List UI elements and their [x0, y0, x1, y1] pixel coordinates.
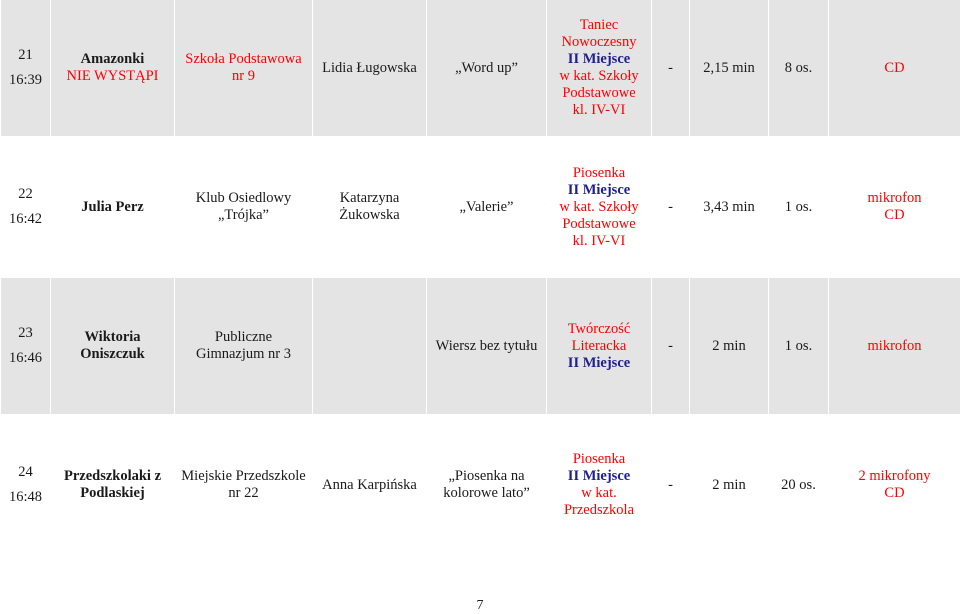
award-place: II Miejsce	[549, 51, 649, 68]
performer-name: Przedszkolaki z Podlaskiej	[53, 468, 172, 502]
title-cell	[427, 0, 547, 136]
page-number: 7	[0, 598, 960, 614]
institution-line: nr 22	[177, 485, 310, 502]
teacher-line: Lidia Ługowska	[315, 60, 424, 77]
dash-cell: -	[652, 278, 690, 414]
title-line: „Word up”	[429, 60, 544, 77]
teacher-cell	[313, 278, 427, 414]
teacher-cell	[313, 0, 427, 136]
award-place: II Miejsce	[549, 355, 649, 372]
teacher-cell	[313, 139, 427, 275]
category-detail-line: w kat. Szkoły	[549, 199, 649, 216]
equipment-line: CD	[831, 207, 958, 224]
teacher-cell	[313, 417, 427, 553]
performer-note: NIE WYSTĄPI	[53, 68, 172, 85]
start-time: 16:48	[3, 489, 48, 506]
category-cell	[547, 0, 652, 136]
category-line: Piosenka	[549, 165, 649, 182]
duration-cell: 2 min	[690, 417, 769, 553]
institution-line: Miejskie Przedszkole	[177, 468, 310, 485]
institution-line: Gimnazjum nr 3	[177, 346, 310, 363]
category-detail-line: Podstawowe	[549, 216, 649, 233]
duration-cell: 3,43 min	[690, 139, 769, 275]
order-number: 21	[3, 47, 48, 64]
performer-cell	[51, 139, 175, 275]
category-cell	[547, 417, 652, 553]
dash-cell: -	[652, 0, 690, 136]
equipment-line: CD	[831, 60, 958, 77]
title-line: kolorowe lato”	[429, 485, 544, 502]
performer-name: Julia Perz	[53, 199, 172, 216]
category-line: Taniec	[549, 17, 649, 34]
equipment-line: mikrofon	[831, 338, 958, 355]
category-detail-line: w kat. Szkoły	[549, 68, 649, 85]
table-row	[1, 278, 960, 414]
dash-cell: -	[652, 139, 690, 275]
dash-cell: -	[652, 417, 690, 553]
institution-cell	[175, 0, 313, 136]
institution-line: nr 9	[177, 68, 310, 85]
teacher-line: Katarzyna	[315, 190, 424, 207]
title-line: Wiersz bez tytułu	[429, 338, 544, 355]
institution-cell	[175, 278, 313, 414]
table-row	[1, 139, 960, 275]
people-cell: 1 os.	[769, 278, 829, 414]
order-cell	[1, 0, 51, 136]
people-cell: 1 os.	[769, 139, 829, 275]
people-cell: 20 os.	[769, 417, 829, 553]
title-cell	[427, 417, 547, 553]
performer-name: Wiktoria Oniszczuk	[53, 329, 172, 363]
equipment-cell	[829, 0, 960, 136]
equipment-cell	[829, 278, 960, 414]
category-detail-line: kl. IV-VI	[549, 102, 649, 119]
category-line: Nowoczesny	[549, 34, 649, 51]
order-cell	[1, 139, 51, 275]
performer-cell	[51, 417, 175, 553]
title-line: „Valerie”	[429, 199, 544, 216]
performer-name: Amazonki	[53, 51, 172, 68]
equipment-cell	[829, 139, 960, 275]
start-time: 16:42	[3, 211, 48, 228]
category-cell	[547, 139, 652, 275]
people-cell: 8 os.	[769, 0, 829, 136]
table-row	[1, 0, 960, 136]
category-line: Piosenka	[549, 451, 649, 468]
teacher-line: Żukowska	[315, 207, 424, 224]
equipment-line: CD	[831, 485, 958, 502]
institution-line: Klub Osiedlowy	[177, 190, 310, 207]
institution-line: Publiczne	[177, 329, 310, 346]
start-time: 16:39	[3, 72, 48, 89]
equipment-line: 2 mikrofony	[831, 468, 958, 485]
title-line: „Piosenka na	[429, 468, 544, 485]
category-line: Literacka	[549, 338, 649, 355]
order-cell	[1, 417, 51, 553]
performer-cell	[51, 0, 175, 136]
title-cell	[427, 139, 547, 275]
award-place: II Miejsce	[549, 182, 649, 199]
category-detail-line: kl. IV-VI	[549, 233, 649, 250]
table-row	[1, 417, 960, 553]
institution-line: Szkoła Podstawowa	[177, 51, 310, 68]
category-line: Twórczość	[549, 321, 649, 338]
duration-cell: 2,15 min	[690, 0, 769, 136]
category-detail-line: w kat. Przedszkola	[549, 485, 649, 519]
equipment-cell	[829, 417, 960, 553]
teacher-line: Anna Karpińska	[315, 477, 424, 494]
order-cell	[1, 278, 51, 414]
award-place: II Miejsce	[549, 468, 649, 485]
institution-cell	[175, 139, 313, 275]
title-cell	[427, 278, 547, 414]
equipment-line: mikrofon	[831, 190, 958, 207]
start-time: 16:46	[3, 350, 48, 367]
duration-cell: 2 min	[690, 278, 769, 414]
category-cell	[547, 278, 652, 414]
performer-cell	[51, 278, 175, 414]
category-detail-line: Podstawowe	[549, 85, 649, 102]
institution-cell	[175, 417, 313, 553]
institution-line: „Trójka”	[177, 207, 310, 224]
order-number: 22	[3, 186, 48, 203]
order-number: 24	[3, 464, 48, 481]
order-number: 23	[3, 325, 48, 342]
